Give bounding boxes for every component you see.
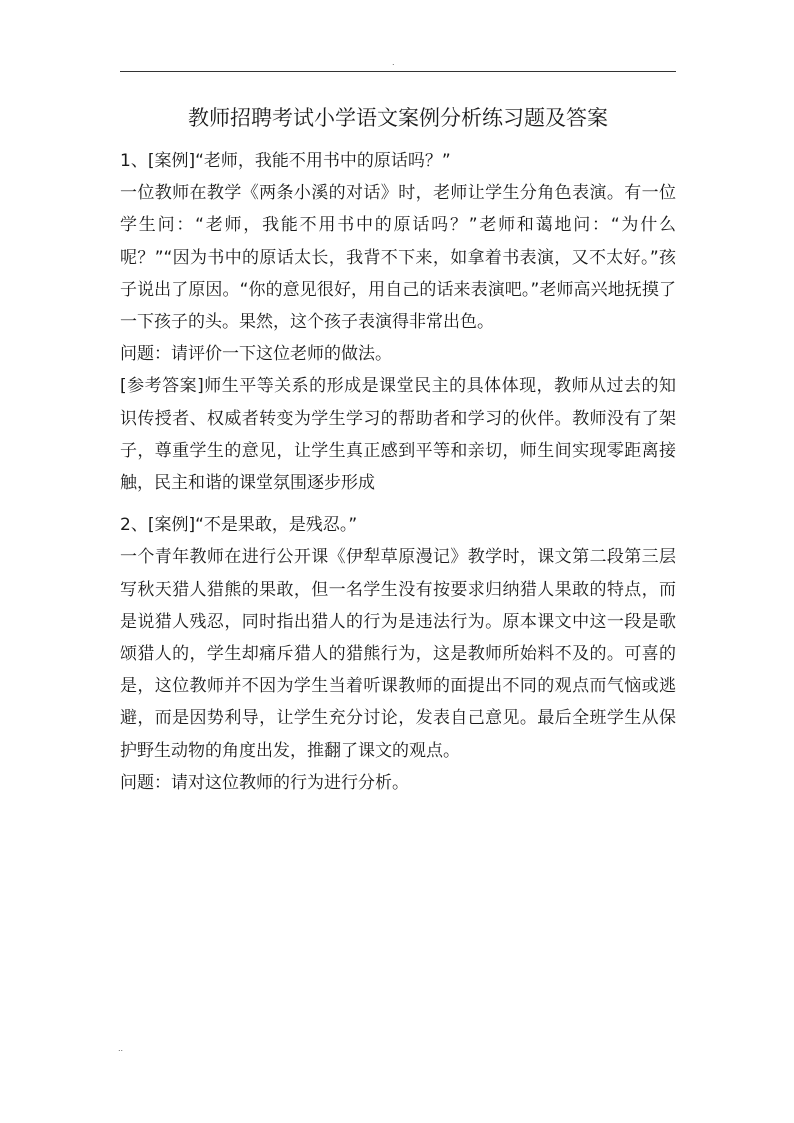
- case1-heading: 1、[案例]“老师，我能不用书中的原话吗？”: [120, 151, 451, 171]
- case2-heading: 2、[案例]“不是果敢，是残忍。”: [120, 515, 358, 536]
- header-divider: [120, 71, 676, 72]
- case1-answer: [参考答案]师生平等关系的形成是课堂民主的具体体现，教师从过去的知识传授者、权威者转变为学生学习的帮助者和学习的伙伴。教师没有了架子，尊重学生的意见，让学生真正感到平等和亲切，师生间实现零距离接触，民主和谐的课堂氛围逐步形成: [120, 376, 676, 494]
- footer-mark: ..: [118, 1044, 124, 1053]
- header-mark: .: [392, 58, 395, 67]
- case2-question: 问题：请对这位教师的行为进行分析。: [120, 772, 409, 793]
- document-body: [120, 145, 676, 799]
- case1-text: 一位教师在教学《两条小溪的对话》时，老师让学生分角色表演。有一位学生问：“老师，我能不用书中的原话吗？”老师和蔼地问：“为什么呢？”“因为书中的原话太长，我背不下来，如拿着书表演，又不太好。”孩子说出了原因。“你的意见很好，用自己的话来表演吧。”老师高兴地抚摸了一下孩子的头。果然，这个孩子表演得非常出色。: [120, 183, 676, 333]
- section-gap: [120, 499, 676, 509]
- document-title: 教师招聘考试小学语文案例分析练习题及答案: [188, 106, 608, 130]
- case2-text: 一个青年教师在进行公开课《伊犁草原漫记》教学时，课文第二段第三层写秋天猎人猎熊的果敢，但一名学生没有按要求归纳猎人果敢的特点，而是说猎人残忍，同时指出猎人的行为是违法行为。原本课文中这一段是歌颂猎人的，学生却痛斥猎人的猎熊行为，这是教师所始料不及的。可喜的是，这位教师并不因为学生当着听课教师的面提出不同的观点而气恼或逃避，而是因势利导，让学生充分讨论，发表自己意见。最后全班学生从保护野生动物的角度出发，推翻了课文的观点。: [120, 547, 676, 761]
- case1-question: 问题：请评价一下这位老师的做法。: [120, 344, 392, 365]
